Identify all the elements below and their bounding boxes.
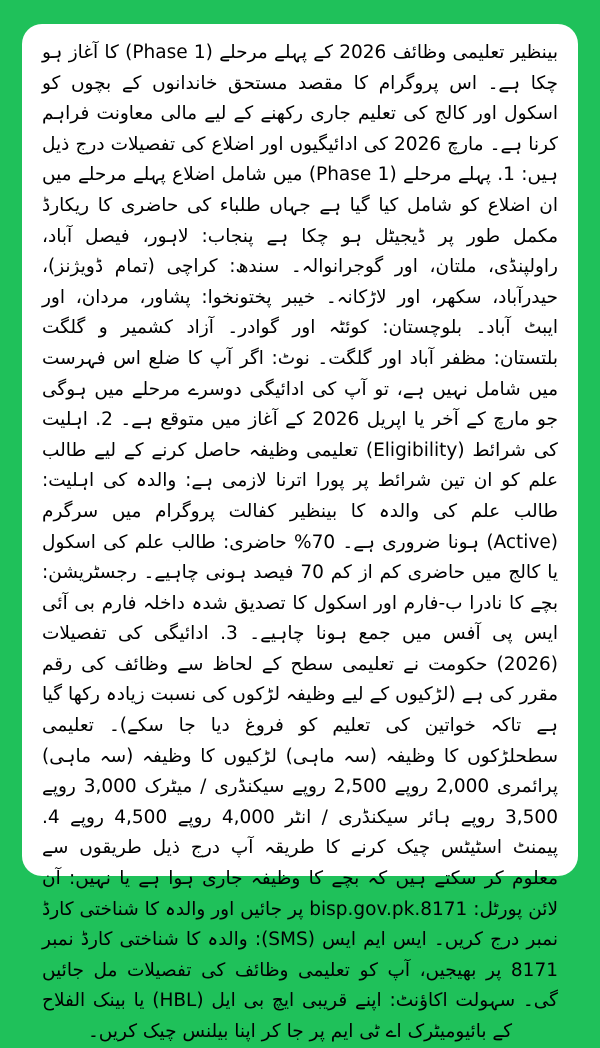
article-body: بینظیر تعلیمی وظائف 2026 کے پہلے مرحلے (Phase 1) کا آغاز ہو چکا ہے۔ اس پروگرام کا مقصد مستحق خاندانوں کے بچوں کو اسکول اور کالج کی تعلیم جاری رکھنے کے لیے مالی معاونت فراہم کرنا ہے۔ مارچ 2026 کی ادائیگیوں اور اضلاع کی تفصیلات درج ذیل ہیں: 1. پہلے مرحلے (Phase 1) میں شامل اضلاع پہلے مرحلے میں ان اضلاع کو شامل کیا گیا ہے جہاں طلباء کی حاضری کا ریکارڈ مکمل طور پر ڈیجیٹل ہو چکا ہے پنجاب: لاہور، فیصل آباد، راولپنڈی، ملتان، اور گوجرانوالہ۔ سندھ: کراچی (تمام ڈویژنز)، حیدرآباد، سکھر، اور لاڑکانہ۔ خیبر پختونخوا: پشاور، مردان، اور ایبٹ آباد۔ بلوچستان: کوئٹہ اور گوادر۔ آزاد کشمیر و گلگت بلتستان: مظفر آباد اور گلگت۔ نوٹ: اگر آپ کا ضلع اس فہرست میں شامل نہیں ہے، تو آپ کی ادائیگی دوسرے مرحلے میں ہوگی جو مارچ کے آخر یا اپریل 2026 کے آغاز میں متوقع ہے۔ 2. اہلیت کی شرائط (Eligibility) تعلیمی وظیفہ حاصل کرنے کے لیے طالب علم کو ان تین شرائط پر پورا اترنا لازمی ہے: والدہ کی اہلیت: طالب علم کی والدہ کا بینظیر کفالت پروگرام میں سرگرم (Active) ہونا ضروری ہے۔ 70% حاضری: طالب علم کی اسکول یا کالج میں حاضری کم از کم 70 فیصد ہونی چاہیے۔ رجسٹریشن: بچے کا نادرا ب-فارم اور اسکول کا تصدیق شدہ داخلہ فارم بی آئی ایس پی آفس میں جمع ہونا چاہیے۔ 3. ادائیگی کی تفصیلات (2026) حکومت نے تعلیمی سطح کے لحاظ سے وظائف کی رقم مقرر کی ہے (لڑکیوں کے لیے وظیفہ لڑکوں کی نسبت زیادہ رکھا گیا ہے تاکہ خواتین کی تعلیم کو فروغ دیا جا سکے)۔ تعلیمی سطحلڑکوں کا وظیفہ (سہ ماہی) لڑکیوں کا وظیفہ (سہ ماہی) پرائمری 2,000 روپے 2,500 روپے سیکنڈری / میٹرک 3,000 روپے 3,500 روپے ہائر سیکنڈری / انٹر 4,000 روپے 4,500 روپے 4. پیمنٹ اسٹیٹس چیک کرنے کا طریقہ آپ درج ذیل طریقوں سے معلوم کر سکتے ہیں کہ بچے کا وظیفہ جاری ہوا ہے یا نہیں: آن لائن پورٹل: bisp.gov.pk.8171 پر جائیں اور والدہ کا شناختی کارڈ نمبر درج کریں۔ ایس ایم ایس (SMS): والدہ کا شناختی کارڈ نمبر 8171 پر بھیجیں، آپ کو تعلیمی وظائف کی تفصیلات مل جائیں گی۔ سہولت اکاؤنٹ: اپنے قریبی ایچ بی ایل (HBL) یا بینک الفلاح کے بائیومیٹرک اے ٹی ایم پر جا کر اپنا بیلنس چیک کریں۔ — [42, 42, 559, 1042]
article-card — [22, 24, 578, 1042]
